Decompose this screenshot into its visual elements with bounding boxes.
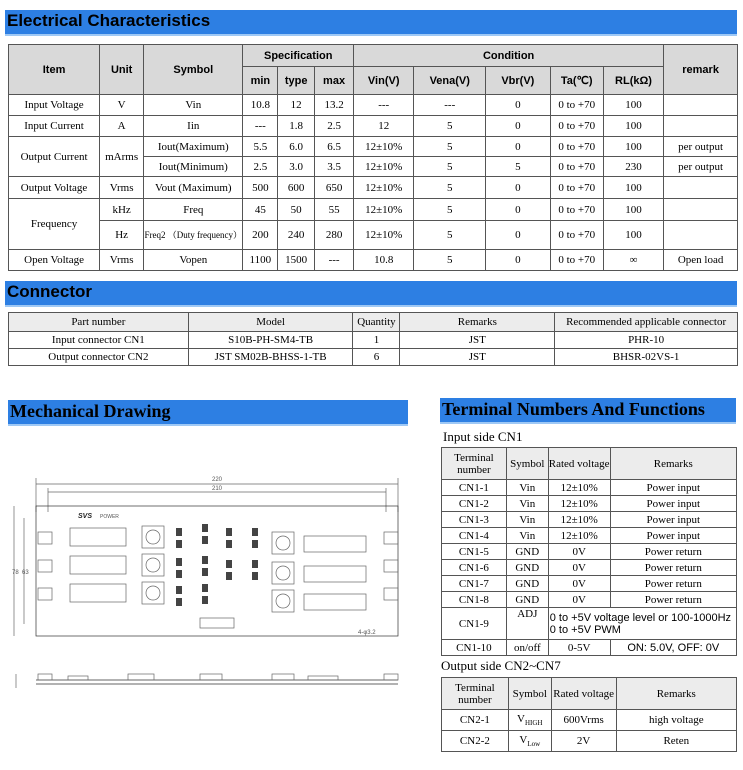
table-row xyxy=(442,640,737,656)
dim-210-label: 210 xyxy=(211,486,223,492)
cell: CN1-2 xyxy=(442,496,507,512)
cell: 1 xyxy=(353,332,400,349)
cell-ta: 0 to +70 xyxy=(550,157,603,177)
cell: 0V xyxy=(548,544,610,560)
cell: Power input xyxy=(610,480,736,496)
table-row xyxy=(9,250,738,271)
col-vena: Vena(V) xyxy=(414,67,486,95)
cell-item: Open Voltage xyxy=(9,250,100,271)
output-side-title: Output side CN2~CN7 xyxy=(441,658,561,673)
cell-item: Output Current xyxy=(9,137,100,177)
mechanical-header xyxy=(8,400,408,426)
cell: Power return xyxy=(610,560,736,576)
cell-vbr: 0 xyxy=(486,116,551,137)
col-max: max xyxy=(315,67,354,95)
col-part-number: Part number xyxy=(9,313,189,332)
cell: Vin xyxy=(506,496,548,512)
connector-header xyxy=(5,281,737,307)
col-specification: Specification xyxy=(243,45,354,67)
cell: CN2-1 xyxy=(442,710,509,731)
connector-table xyxy=(8,312,738,366)
table-row xyxy=(442,480,737,496)
dim-78-label: 78 xyxy=(12,570,19,576)
cell-min: 2.5 xyxy=(243,157,278,177)
cell: CN1-4 xyxy=(442,528,507,544)
col-symbol: Symbol xyxy=(506,448,548,480)
symbol-text: V xyxy=(517,712,525,725)
col-terminal-number: Terminal number xyxy=(442,678,509,710)
cell-symbol xyxy=(508,731,551,752)
cell-vbr: 0 xyxy=(486,199,551,221)
cell-symbol xyxy=(508,710,551,731)
table-row xyxy=(9,137,738,157)
terminal-header xyxy=(440,398,736,424)
electrical-spec-table xyxy=(8,44,738,271)
cell-unit: A xyxy=(100,116,144,137)
cell-max: 13.2 xyxy=(315,95,354,116)
cell-remark: per output xyxy=(664,137,738,157)
table-row xyxy=(442,512,737,528)
cell-min: 10.8 xyxy=(243,95,278,116)
col-rated-voltage: Rated voltage xyxy=(548,448,610,480)
cell-unit: Vrms xyxy=(100,177,144,199)
cell-min: 500 xyxy=(243,177,278,199)
cell: CN1-10 xyxy=(442,640,507,656)
cell: Vin xyxy=(506,512,548,528)
cell-type: 600 xyxy=(278,177,315,199)
cell: Vin xyxy=(506,480,548,496)
connector-title: Connector xyxy=(7,282,92,301)
col-ta: Ta(℃) xyxy=(550,67,603,95)
cell-rl: 100 xyxy=(603,177,663,199)
cell: 12±10% xyxy=(548,480,610,496)
cell: CN1-9 xyxy=(442,608,507,640)
cell: Power input xyxy=(610,528,736,544)
cell: 12±10% xyxy=(548,528,610,544)
cell-ta: 0 to +70 xyxy=(550,137,603,157)
col-terminal-number: Terminal number xyxy=(442,448,507,480)
cell: Input connector CN1 xyxy=(9,332,189,349)
cell: GND xyxy=(506,560,548,576)
cell-vbr: 0 xyxy=(486,137,551,157)
cell: ADJ xyxy=(506,608,548,640)
cell: 12±10% xyxy=(548,512,610,528)
cell: CN1-1 xyxy=(442,480,507,496)
cell-type: 12 xyxy=(278,95,315,116)
cell-vin: 12±10% xyxy=(354,199,414,221)
cell: 0V xyxy=(548,560,610,576)
cell-symbol: Freq2 （Duty frequency） xyxy=(144,221,243,250)
cell-remark xyxy=(664,116,738,137)
input-side-table xyxy=(441,447,737,656)
cell-min: 200 xyxy=(243,221,278,250)
cell: Vin xyxy=(506,528,548,544)
cell-type: 6.0 xyxy=(278,137,315,157)
cell-item: Frequency xyxy=(9,199,100,250)
table-row xyxy=(9,177,738,199)
cell-vin: 12±10% xyxy=(354,221,414,250)
cell-ta: 0 to +70 xyxy=(550,250,603,271)
output-side-table xyxy=(441,677,737,752)
symbol-subscript: Low xyxy=(527,740,541,749)
cell-remark xyxy=(664,177,738,199)
cell: CN1-7 xyxy=(442,576,507,592)
cell-unit: kHz xyxy=(100,199,144,221)
cell: 0-5V xyxy=(548,640,610,656)
cell-ta: 0 to +70 xyxy=(550,221,603,250)
cell: Power return xyxy=(610,576,736,592)
cell-symbol: Vout (Maximum) xyxy=(144,177,243,199)
cell-symbol: Freq xyxy=(144,199,243,221)
table-row xyxy=(442,560,737,576)
cell-vbr: 0 xyxy=(486,177,551,199)
cell: Reten xyxy=(616,731,736,752)
table-row xyxy=(9,116,738,137)
cell: JST SM02B-BHSS-1-TB xyxy=(188,349,353,366)
cell-rl: 100 xyxy=(603,116,663,137)
cell-vena: 5 xyxy=(414,157,486,177)
cell: PHR-10 xyxy=(555,332,738,349)
dim-63-label: 63 xyxy=(22,570,29,576)
col-quantity: Quantity xyxy=(353,313,400,332)
cell: GND xyxy=(506,576,548,592)
cell-symbol: Iout(Minimum) xyxy=(144,157,243,177)
cell: 0V xyxy=(548,592,610,608)
cell: S10B-PH-SM4-TB xyxy=(188,332,353,349)
table-row xyxy=(442,496,737,512)
cell-vin: 10.8 xyxy=(354,250,414,271)
cell-unit: Hz xyxy=(100,221,144,250)
table-row xyxy=(442,576,737,592)
cell: CN1-3 xyxy=(442,512,507,528)
cell-max: 6.5 xyxy=(315,137,354,157)
col-remarks: Remarks xyxy=(610,448,736,480)
cell: BHSR-02VS-1 xyxy=(555,349,738,366)
cell-vena: 5 xyxy=(414,221,486,250)
cell-ta: 0 to +70 xyxy=(550,177,603,199)
table-row xyxy=(442,528,737,544)
cell-max: 55 xyxy=(315,199,354,221)
cell: GND xyxy=(506,592,548,608)
col-condition: Condition xyxy=(354,45,664,67)
cell-item: Input Current xyxy=(9,116,100,137)
cell: 0 to +5V voltage level or 100-1000Hz 0 to +5V PWM xyxy=(548,608,736,640)
cell-symbol: Vin xyxy=(144,95,243,116)
electrical-header xyxy=(5,10,737,36)
col-rl: RL(kΩ) xyxy=(603,67,663,95)
cell-symbol: Vopen xyxy=(144,250,243,271)
cell-max: 280 xyxy=(315,221,354,250)
board-label: POWER xyxy=(100,514,119,520)
col-vbr: Vbr(V) xyxy=(486,67,551,95)
cell: Power input xyxy=(610,512,736,528)
col-item: Item xyxy=(9,45,100,95)
cell-remark: per output xyxy=(664,157,738,177)
dim-220-label: 220 xyxy=(211,477,223,483)
cell-symbol: Iout(Maximum) xyxy=(144,137,243,157)
cell-ta: 0 to +70 xyxy=(550,199,603,221)
cell: 600Vrms xyxy=(551,710,616,731)
col-remarks: Remarks xyxy=(616,678,736,710)
cell-type: 3.0 xyxy=(278,157,315,177)
cell-vena: --- xyxy=(414,95,486,116)
cell-rl: 230 xyxy=(603,157,663,177)
cell-max: 2.5 xyxy=(315,116,354,137)
col-unit: Unit xyxy=(100,45,144,95)
cell: GND xyxy=(506,544,548,560)
table-row xyxy=(442,592,737,608)
table-row xyxy=(442,608,737,640)
cell: Output connector CN2 xyxy=(9,349,189,366)
symbol-text: V xyxy=(519,733,528,746)
cell: CN1-8 xyxy=(442,592,507,608)
cell-type: 1.8 xyxy=(278,116,315,137)
cell-unit: Vrms xyxy=(100,250,144,271)
cell-remark xyxy=(664,221,738,250)
cell-remark: Open load xyxy=(664,250,738,271)
cell: Power return xyxy=(610,592,736,608)
table-row xyxy=(9,95,738,116)
cell-item: Output Voltage xyxy=(9,177,100,199)
cell-vena: 5 xyxy=(414,116,486,137)
cell-vbr: 0 xyxy=(486,95,551,116)
cell: high voltage xyxy=(616,710,736,731)
cell: 0V xyxy=(548,576,610,592)
cell-type: 240 xyxy=(278,221,315,250)
cell-rl: 100 xyxy=(603,199,663,221)
cell: 12±10% xyxy=(548,496,610,512)
col-vin: Vin(V) xyxy=(354,67,414,95)
cell-vin: 12±10% xyxy=(354,157,414,177)
cell-vena: 5 xyxy=(414,250,486,271)
col-model: Model xyxy=(188,313,353,332)
symbol-subscript: HIGH xyxy=(524,719,543,728)
col-type: type xyxy=(278,67,315,95)
cell-min: 45 xyxy=(243,199,278,221)
cell: 2V xyxy=(551,731,616,752)
col-min: min xyxy=(243,67,278,95)
cell-vbr: 5 xyxy=(486,157,551,177)
board-brand: SVS xyxy=(78,513,93,520)
cell-ta: 0 to +70 xyxy=(550,95,603,116)
cell-max: 650 xyxy=(315,177,354,199)
cell-min: --- xyxy=(243,116,278,137)
cell: JST xyxy=(400,349,555,366)
col-recommended: Recommended applicable connector xyxy=(555,313,738,332)
cell-vin: 12±10% xyxy=(354,137,414,157)
cell-max: --- xyxy=(315,250,354,271)
cell-remark xyxy=(664,95,738,116)
col-remarks: Remarks xyxy=(400,313,555,332)
cell-remark xyxy=(664,199,738,221)
mechanical-drawing xyxy=(8,462,406,702)
col-symbol: Symbol xyxy=(144,45,243,95)
cell-vbr: 0 xyxy=(486,221,551,250)
cell: ON: 5.0V, OFF: 0V xyxy=(610,640,736,656)
cell-vin: 12 xyxy=(354,116,414,137)
table-row xyxy=(9,199,738,221)
cell-ta: 0 to +70 xyxy=(550,116,603,137)
cell-rl: 100 xyxy=(603,137,663,157)
cell: on/off xyxy=(506,640,548,656)
cell-unit: mArms xyxy=(100,137,144,177)
col-rated-voltage: Rated voltage xyxy=(551,678,616,710)
cell: CN1-5 xyxy=(442,544,507,560)
cell-vin: --- xyxy=(354,95,414,116)
cell-symbol: Iin xyxy=(144,116,243,137)
cell-unit: V xyxy=(100,95,144,116)
table-row xyxy=(9,349,738,366)
cell-item: Input Voltage xyxy=(9,95,100,116)
cell-max: 3.5 xyxy=(315,157,354,177)
cell: JST xyxy=(400,332,555,349)
cell: Power return xyxy=(610,544,736,560)
cell: Power input xyxy=(610,496,736,512)
table-row xyxy=(9,332,738,349)
cell-vin: 12±10% xyxy=(354,177,414,199)
table-row xyxy=(442,544,737,560)
cell-rl: 100 xyxy=(603,95,663,116)
cell-min: 1100 xyxy=(243,250,278,271)
hole-note: 4-φ3.2 xyxy=(358,630,376,636)
cell: CN1-6 xyxy=(442,560,507,576)
table-row xyxy=(442,731,737,752)
cell-vena: 5 xyxy=(414,177,486,199)
input-side-title: Input side CN1 xyxy=(443,429,523,444)
cell-vbr: 0 xyxy=(486,250,551,271)
electrical-title: Electrical Characteristics xyxy=(7,11,211,30)
mechanical-title: Mechanical Drawing xyxy=(10,401,171,421)
terminal-title: Terminal Numbers And Functions xyxy=(442,399,705,419)
table-row xyxy=(9,221,738,250)
cell-min: 5.5 xyxy=(243,137,278,157)
col-symbol: Symbol xyxy=(508,678,551,710)
cell-type: 50 xyxy=(278,199,315,221)
col-remark: remark xyxy=(664,45,738,95)
cell: 6 xyxy=(353,349,400,366)
cell-type: 1500 xyxy=(278,250,315,271)
cell: CN2-2 xyxy=(442,731,509,752)
cell-vena: 5 xyxy=(414,137,486,157)
table-row xyxy=(442,710,737,731)
cell-vena: 5 xyxy=(414,199,486,221)
cell-rl: 100 xyxy=(603,221,663,250)
cell-rl: ∞ xyxy=(603,250,663,271)
